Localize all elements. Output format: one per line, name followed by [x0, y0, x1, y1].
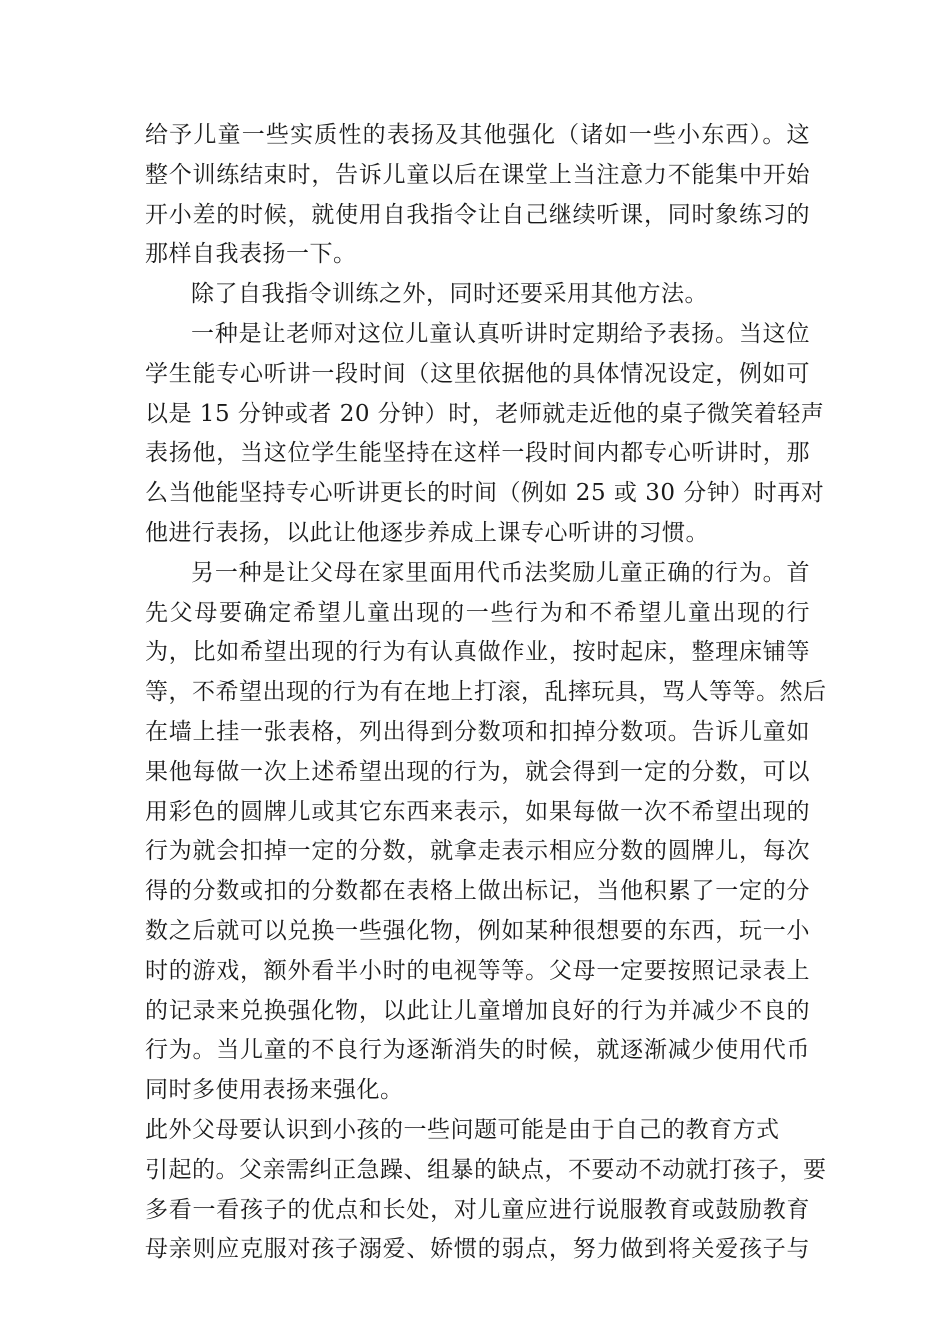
text-line: 用彩色的圆牌儿或其它东西来表示，如果每做一次不希望出现的	[145, 798, 810, 825]
body-text	[145, 116, 827, 1270]
text-line: 除了自我指令训练之外，同时还要采用其他方法。	[191, 281, 708, 308]
text-line: 开小差的时候，就使用自我指令让自己继续听课，同时象练习的	[145, 201, 810, 228]
text-line: 那样自我表扬一下。	[145, 241, 357, 268]
text-line: 为，比如希望出现的行为有认真做作业，按时起床，整理床铺等	[145, 639, 810, 666]
text-line: 整个训练结束时，告诉儿童以后在课堂上当注意力不能集中开始	[145, 161, 810, 188]
text-line: 此外父母要认识到小孩的一些问题可能是由于自己的教育方式	[145, 1116, 780, 1143]
text-line: 在墙上挂一张表格，列出得到分数项和扣掉分数项。告诉儿童如	[145, 718, 810, 745]
text-line: 行为。当儿童的不良行为逐渐消失的时候，就逐渐减少使用代币	[145, 1037, 810, 1064]
text-line: 等，不希望出现的行为有在地上打滚，乱摔玩具，骂人等等。然后	[145, 679, 827, 706]
text-line: 的记录来兑换强化物，以此让儿童增加良好的行为并减少不良的	[145, 997, 810, 1024]
text-line: 给予儿童一些实质性的表扬及其他强化（诸如一些小东西）。这	[145, 122, 810, 148]
text-line: 表扬他，当这位学生能坚持在这样一段时间内都专心听讲时，那	[145, 440, 810, 467]
text-line: 学生能专心听讲一段时间（这里依据他的具体情况设定，例如可	[145, 360, 810, 387]
text-line: 同时多使用表扬来强化。	[145, 1077, 404, 1104]
text-line: 引起的。父亲需纠正急躁、组暴的缺点，不要动不动就打孩子，要	[145, 1156, 827, 1183]
text-line: 先父母要确定希望儿童出现的一些行为和不希望儿童出现的行	[145, 599, 810, 626]
text-line: 时的游戏，额外看半小时的电视等等。父母一定要按照记录表上	[145, 957, 810, 984]
text-line: 行为就会扣掉一定的分数，就拿走表示相应分数的圆牌儿，每次	[145, 838, 810, 865]
text-line: 他进行表扬，以此让他逐步养成上课专心听讲的习惯。	[145, 519, 709, 546]
text-line: 母亲则应克服对孩子溺爱、娇惯的弱点，努力做到将关爱孩子与	[145, 1236, 810, 1263]
text-line: 以是 15 分钟或者 20 分钟）时，老师就走近他的桌子微笑着轻声	[145, 400, 825, 427]
text-line: 多看一看孩子的优点和长处，对儿童应进行说服教育或鼓励教育	[145, 1196, 810, 1223]
text-line: 另一种是让父母在家里面用代币法奖励儿童正确的行为。首	[191, 559, 810, 586]
text-line: 得的分数或扣的分数都在表格上做出标记，当他积累了一定的分	[145, 878, 810, 905]
text-line: 么当他能坚持专心听讲更长的时间（例如 25 或 30 分钟）时再对	[145, 480, 825, 507]
text-line: 数之后就可以兑换一些强化物，例如某种很想要的东西，玩一小	[145, 917, 810, 944]
text-line: 果他每做一次上述希望出现的行为，就会得到一定的分数，可以	[145, 758, 810, 785]
text-line: 一种是让老师对这位儿童认真听讲时定期给予表扬。当这位	[191, 320, 810, 347]
